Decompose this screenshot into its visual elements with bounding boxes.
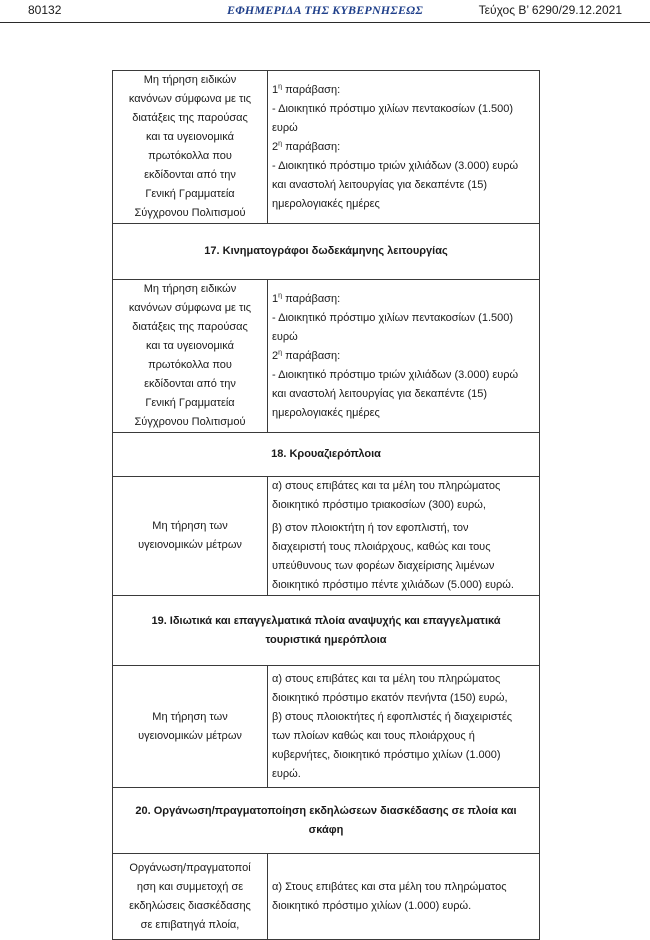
first-violation-label: $1^\eta$ παράβαση:: [272, 82, 341, 96]
section-row: [113, 433, 540, 477]
violation-line: υγειονομικών μέτρων: [138, 729, 242, 742]
table-row: [113, 280, 540, 433]
penalty-line: - Διοικητικό πρόστιμο τριών χιλιάδων (3.000) ευρώ: [272, 368, 519, 381]
section-row: [113, 788, 540, 854]
penalty-cell: [268, 477, 540, 596]
penalty-cell: [268, 71, 540, 224]
violation-line: υγειονομικών μέτρων: [138, 539, 242, 551]
second-violation-label: $2^\eta$ παράβαση:: [272, 348, 341, 362]
page-number: 80132: [28, 3, 62, 17]
violation-line: Σύγχρονου Πολιτισμού: [134, 416, 246, 428]
violation-line: εκδηλώσεις διασκέδασης: [129, 899, 251, 912]
issue-reference: Τεύχος Β’ 6290/29.12.2021: [478, 3, 622, 17]
violation-line: εκδίδονται από την: [144, 169, 236, 181]
table-row: [113, 854, 540, 940]
section-row: [113, 596, 540, 666]
violation-line: Μη τήρηση των: [152, 520, 228, 532]
violation-line: εκδίδονται από την: [144, 378, 236, 390]
penalty-cell: [268, 666, 540, 788]
violation-line: Γενική Γραμματεία: [145, 188, 235, 200]
violation-line: και τα υγειονομικά: [146, 340, 234, 352]
violation-line: Σύγχρονου Πολιτισμού: [134, 207, 246, 219]
penalty-line: ημερολογιακές ημέρες: [272, 406, 380, 419]
violation-line: Μη τήρηση ειδικών: [143, 283, 237, 295]
penalty-line: - Διοικητικό πρόστιμο χιλίων πεντακοσίων (1.500): [272, 102, 514, 115]
penalty-line: διοικητικό πρόστιμο τριακοσίων (300) ευρώ,: [272, 499, 486, 511]
penalty-line: και αναστολή λειτουργίας για δεκαπέντε (15): [272, 178, 488, 191]
section-heading: 18. Κρουαζιερόπλοια: [113, 433, 540, 477]
violation-line: πρωτόκολλα που: [148, 150, 232, 162]
penalty-line: ευρώ: [272, 121, 298, 134]
violation-line: κανόνων σύμφωνα με τις: [128, 93, 252, 105]
violation-cell: [113, 71, 268, 224]
table-row: [113, 477, 540, 596]
penalty-line: α) στους επιβάτες και τα μέλη του πληρώματος: [272, 480, 501, 492]
penalty-cell: [268, 854, 540, 940]
penalty-line: α) στους επιβάτες και τα μέλη του πληρώματος: [272, 672, 501, 685]
section-heading: 19. Ιδιωτικά και επαγγελματικά πλοία αναψυχής και επαγγελματικά τουριστικά ημερόπλοια: [113, 596, 540, 666]
penalty-line: διαχειριστή τους πλοιάρχους, καθώς και τους: [272, 541, 491, 553]
violation-cell: [113, 854, 268, 940]
penalty-line: ευρώ: [272, 330, 298, 343]
penalty-line: α) Στους επιβάτες και στα μέλη του πληρώματος: [272, 880, 507, 893]
table-row: [113, 71, 540, 224]
violation-line: διατάξεις της παρούσας: [132, 112, 248, 124]
violation-cell: [113, 477, 268, 596]
penalty-line: κυβερνήτες, διοικητικό πρόστιμο χιλίων (1.000): [272, 748, 501, 761]
violation-line: σε επιβατηγά πλοία,: [140, 918, 240, 931]
penalty-cell: [268, 280, 540, 433]
penalty-line: και αναστολή λειτουργίας για δεκαπέντε (15): [272, 387, 488, 400]
violation-line: Μη τήρηση των: [152, 710, 228, 723]
penalty-line: - Διοικητικό πρόστιμο τριών χιλιάδων (3.000) ευρώ: [272, 159, 519, 172]
violation-line: ηση και συμμετοχή σε: [136, 880, 244, 893]
gazette-title: ΕΦΗΜΕΡΙΔΑ ΤΗΣ ΚΥΒΕΡΝΗΣΕΩΣ: [227, 3, 423, 17]
penalties-table: [112, 70, 540, 940]
violation-line: Οργάνωση/πραγματοποί: [129, 861, 251, 874]
violation-line: Γενική Γραμματεία: [145, 397, 235, 409]
penalty-line: ημερολογιακές ημέρες: [272, 197, 380, 210]
section-row: [113, 224, 540, 280]
section-heading: 17. Κινηματογράφοι δωδεκάμηνης λειτουργίας: [113, 224, 540, 280]
second-violation-label: $2^\eta$ παράβαση:: [272, 139, 341, 153]
violation-line: πρωτόκολλα που: [148, 359, 232, 371]
penalty-line: β) στον πλοιοκτήτη ή τον εφοπλιστή, τον: [272, 522, 469, 534]
penalty-line: ευρώ.: [272, 767, 301, 780]
violation-line: διατάξεις της παρούσας: [132, 321, 248, 333]
page-header: [0, 0, 650, 23]
penalty-line: υπεύθυνους των φορέων διαχείρισης λιμένων: [272, 560, 495, 572]
section-heading: 20. Οργάνωση/πραγματοποίηση εκδηλώσεων διασκέδασης σε πλοία και σκάφη: [113, 788, 540, 854]
first-violation-label: $1^\eta$ παράβαση:: [272, 291, 341, 305]
penalty-line: - Διοικητικό πρόστιμο χιλίων πεντακοσίων (1.500): [272, 311, 514, 324]
penalty-line: διοικητικό πρόστιμο χιλίων (1.000) ευρώ.: [272, 899, 472, 912]
penalty-line: διοικητικό πρόστιμο πέντε χιλιάδων (5.000) ευρώ.: [272, 579, 514, 591]
penalty-line: διοικητικό πρόστιμο εκατόν πενήντα (150) ευρώ,: [272, 691, 508, 704]
violation-line: κανόνων σύμφωνα με τις: [128, 302, 252, 314]
violation-cell: [113, 666, 268, 788]
violation-line: και τα υγειονομικά: [146, 131, 234, 143]
violation-line: Μη τήρηση ειδικών: [143, 74, 237, 86]
violation-cell: [113, 280, 268, 433]
penalty-line: των πλοίων καθώς και τους πλοιάρχους ή: [272, 729, 475, 742]
table-row: [113, 666, 540, 788]
penalty-line: β) στους πλοιοκτήτες ή εφοπλιστές ή διαχειριστές: [272, 710, 513, 723]
